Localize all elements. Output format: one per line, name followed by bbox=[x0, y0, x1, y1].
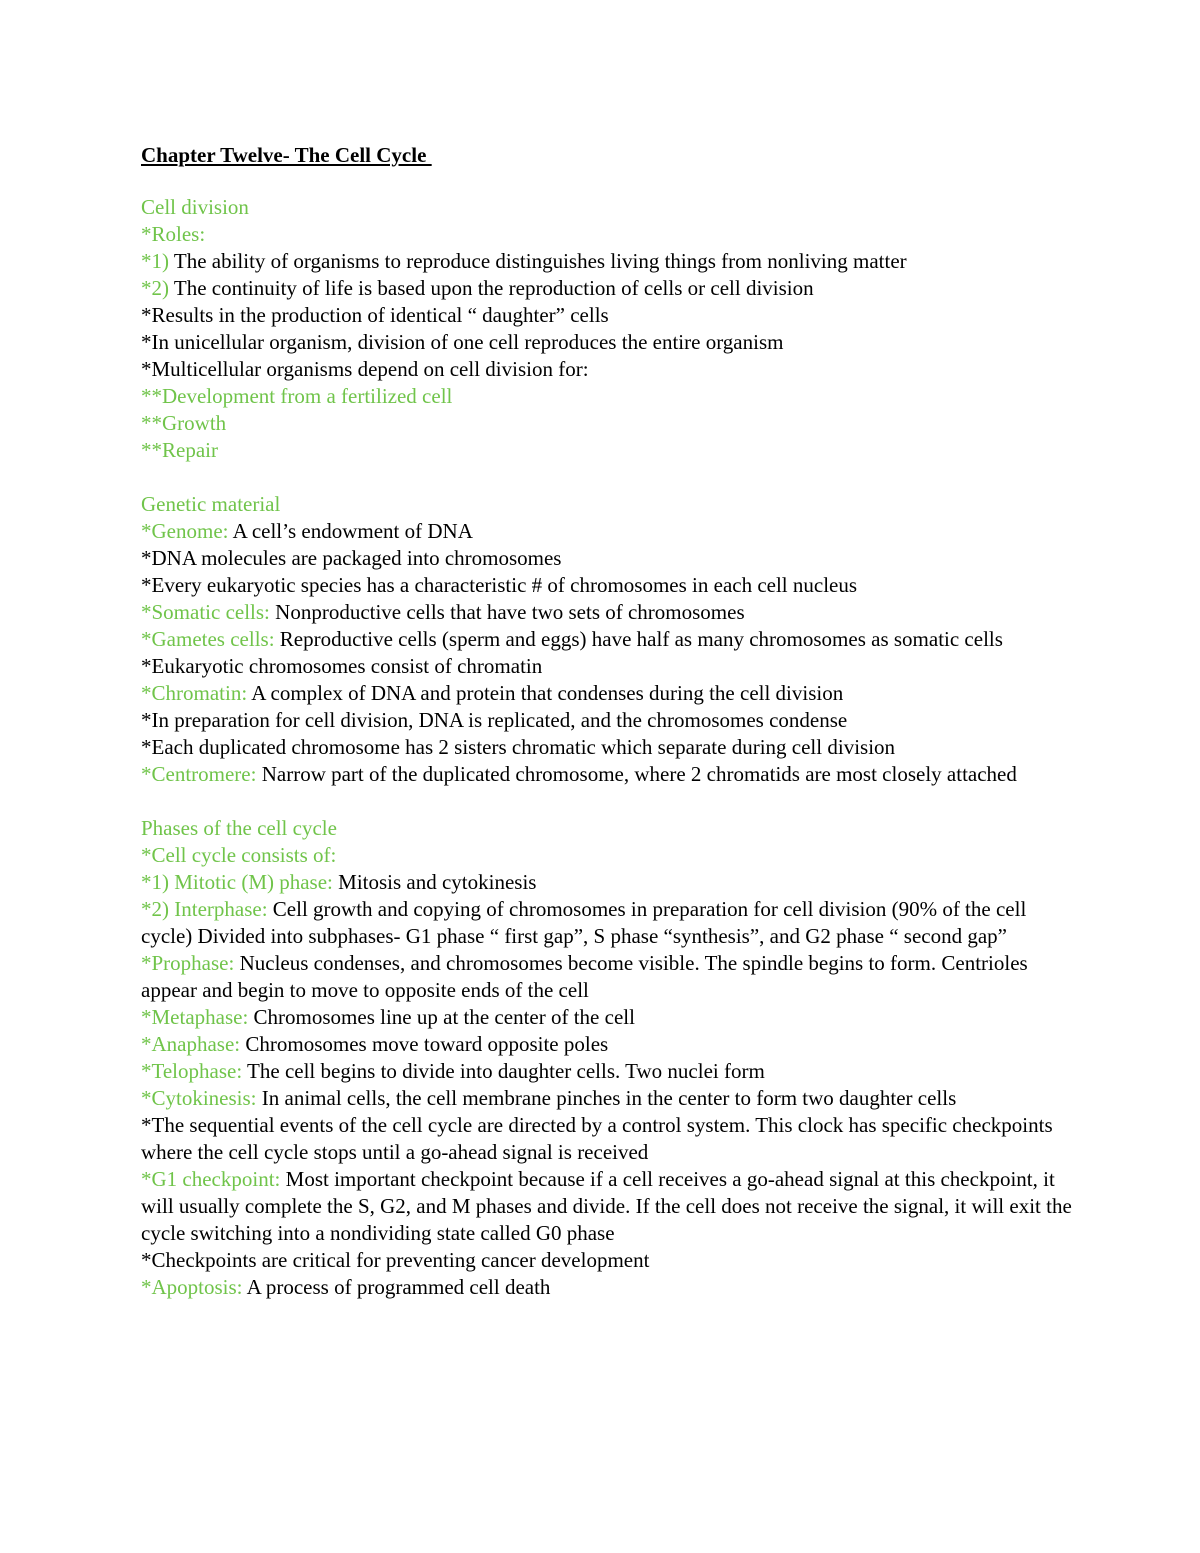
text-line bbox=[141, 761, 1080, 788]
line-label: *Roles: bbox=[141, 222, 206, 246]
text-line bbox=[141, 1085, 1080, 1112]
line-text: Cell growth and copying of chromosomes in preparation for cell division (90% of the cell cycle) Divided into subphases- G1 phase “ first gap”, S phase “synthesis”, and G2 phase “ second gap” bbox=[141, 897, 1027, 948]
text-line bbox=[141, 410, 1080, 437]
text-line bbox=[141, 518, 1080, 545]
line-label: *Anaphase: bbox=[141, 1032, 241, 1056]
line-text: *Eukaryotic chromosomes consist of chromatin bbox=[141, 654, 543, 678]
text-line bbox=[141, 437, 1080, 464]
text-line bbox=[141, 1004, 1080, 1031]
line-label: *2) bbox=[141, 276, 169, 300]
section-heading: Genetic material bbox=[141, 492, 281, 516]
text-line bbox=[141, 653, 1080, 680]
line-text: A process of programmed cell death bbox=[242, 1275, 551, 1299]
line-label: *Apoptosis: bbox=[141, 1275, 243, 1299]
line-label: *Chromatin: bbox=[141, 681, 248, 705]
line-label: *1) Mitotic (M) phase: bbox=[141, 870, 333, 894]
line-label: *Centromere: bbox=[141, 762, 257, 786]
text-line bbox=[141, 545, 1080, 572]
line-label: **Growth bbox=[141, 411, 227, 435]
text-line bbox=[141, 599, 1080, 626]
line-text: *Multicellular organisms depend on cell division for: bbox=[141, 357, 589, 381]
text-line bbox=[141, 626, 1080, 653]
text-line bbox=[141, 329, 1080, 356]
text-line bbox=[141, 1166, 1080, 1247]
text-line bbox=[141, 383, 1080, 410]
text-line bbox=[141, 221, 1080, 248]
page-title: Chapter Twelve- The Cell Cycle bbox=[141, 143, 432, 167]
line-label: *Cytokinesis: bbox=[141, 1086, 257, 1110]
text-line bbox=[141, 1112, 1080, 1166]
line-text: Chromosomes line up at the center of the cell bbox=[248, 1005, 635, 1029]
text-line bbox=[141, 275, 1080, 302]
line-label: *G1 checkpoint: bbox=[141, 1167, 281, 1191]
line-label: *Metaphase: bbox=[141, 1005, 249, 1029]
text-line bbox=[141, 707, 1080, 734]
line-text: Narrow part of the duplicated chromosome, where 2 chromatids are most closely attached bbox=[256, 762, 1017, 786]
line-text: A complex of DNA and protein that condenses during the cell division bbox=[247, 681, 844, 705]
text-line bbox=[141, 734, 1080, 761]
line-text: The cell begins to divide into daughter cells. Two nuclei form bbox=[242, 1059, 765, 1083]
line-text: *The sequential events of the cell cycle are directed by a control system. This clock has specific checkpoints where the cell cycle stops until a go-ahead signal is received bbox=[141, 1113, 1053, 1164]
line-text: *Every eukaryotic species has a characteristic # of chromosomes in each cell nucleus bbox=[141, 573, 858, 597]
line-text: Most important checkpoint because if a cell receives a go-ahead signal at this checkpoint, it will usually complete the S, G2, and M phases and divide. If the cell does not receive the signal, it will exit the cycle switching into a nondividing state called G0 phase bbox=[141, 1167, 1072, 1245]
line-label: **Development from a fertilized cell bbox=[141, 384, 453, 408]
line-text: Mitosis and cytokinesis bbox=[332, 870, 537, 894]
text-line bbox=[141, 842, 1080, 869]
line-text: A cell’s endowment of DNA bbox=[228, 519, 473, 543]
line-text: The ability of organisms to reproduce distinguishes living things from nonliving matter bbox=[169, 249, 907, 273]
text-line bbox=[141, 680, 1080, 707]
line-text: *Each duplicated chromosome has 2 sisters chromatic which separate during cell division bbox=[141, 735, 896, 759]
text-line bbox=[141, 1247, 1080, 1274]
section-genetic-material bbox=[141, 491, 1080, 788]
line-text: *In unicellular organism, division of one cell reproduces the entire organism bbox=[141, 330, 784, 354]
line-label: *Prophase: bbox=[141, 951, 235, 975]
text-line bbox=[141, 950, 1080, 1004]
section-phases-of-cell-cycle bbox=[141, 815, 1080, 1301]
text-line bbox=[141, 1274, 1080, 1301]
line-label: *Cell cycle consists of: bbox=[141, 843, 337, 867]
line-label: *Somatic cells: bbox=[141, 600, 270, 624]
line-text: Chromosomes move toward opposite poles bbox=[240, 1032, 609, 1056]
text-line bbox=[141, 896, 1080, 950]
line-text: *In preparation for cell division, DNA is replicated, and the chromosomes condense bbox=[141, 708, 848, 732]
line-text: *Results in the production of identical “ daughter” cells bbox=[141, 303, 609, 327]
line-text: Nucleus condenses, and chromosomes become visible. The spindle begins to form. Centrioles appear and begin to move to opposite ends of the cell bbox=[141, 951, 1028, 1002]
text-line bbox=[141, 1031, 1080, 1058]
text-line bbox=[141, 248, 1080, 275]
line-label: *Genome: bbox=[141, 519, 229, 543]
text-line bbox=[141, 356, 1080, 383]
text-line bbox=[141, 302, 1080, 329]
line-text: Reproductive cells (sperm and eggs) have half as many chromosomes as somatic cells bbox=[274, 627, 1003, 651]
line-label: *Gametes cells: bbox=[141, 627, 275, 651]
line-text: The continuity of life is based upon the reproduction of cells or cell division bbox=[169, 276, 814, 300]
section-heading: Cell division bbox=[141, 195, 249, 219]
line-label: *Telophase: bbox=[141, 1059, 243, 1083]
line-text: In animal cells, the cell membrane pinches in the center to form two daughter cells bbox=[256, 1086, 957, 1110]
text-line bbox=[141, 572, 1080, 599]
line-text: *DNA molecules are packaged into chromosomes bbox=[141, 546, 562, 570]
section-cell-division bbox=[141, 194, 1080, 464]
section-heading: Phases of the cell cycle bbox=[141, 816, 337, 840]
line-label: **Repair bbox=[141, 438, 218, 462]
line-label: *2) Interphase: bbox=[141, 897, 268, 921]
text-line bbox=[141, 1058, 1080, 1085]
line-text: *Checkpoints are critical for preventing cancer development bbox=[141, 1248, 650, 1272]
line-text: Nonproductive cells that have two sets of chromosomes bbox=[269, 600, 745, 624]
line-label: *1) bbox=[141, 249, 169, 273]
text-line bbox=[141, 869, 1080, 896]
